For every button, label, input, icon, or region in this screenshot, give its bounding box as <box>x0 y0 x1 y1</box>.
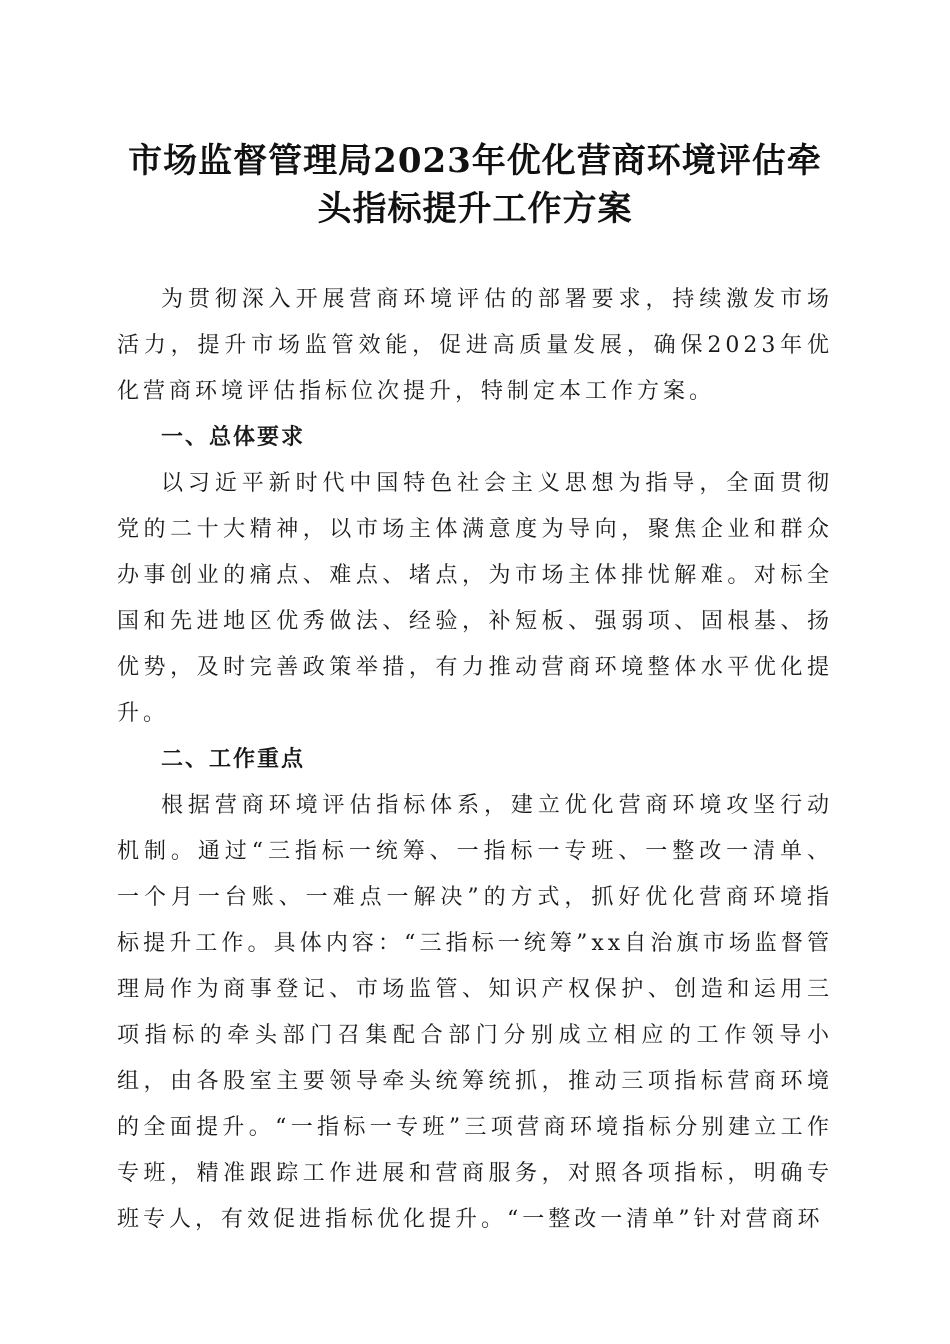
section-2-heading: 二、工作重点 <box>161 747 306 772</box>
section-1-paragraph: 以习近平新时代中国特色社会主义思想为指导，全面贯彻党的二十大精神，以市场主体满意度为导向，聚焦企业和群众办事创业的痛点、难点、堵点，为市场主体排忧解难。对标全国和先进地区优秀做法、经验，补短板、强弱项、固根基、扬优势，及时完善政策举措，有力推动营商环境整体水平优化提升。 <box>117 471 833 726</box>
section-2-paragraph: 根据营商环境评估指标体系，建立优化营商环境攻坚行动机制。通过“三指标一统筹、一指标一专班、一整改一清单、一个月一台账、一难点一解决”的方式，抓好优化营商环境指标提升工作。具体内容：“三指标一统筹”xx自治旗市场监督管理局作为商事登记、市场监管、知识产权保护、创造和运用三项指标的牵头部门召集配合部门分别成立相应的工作领导小组，由各股室主要领导牵头统筹统抓，推动三项指标营商环境的全面提升。“一指标一专班”三项营商环境指标分别建立工作专班，精准跟踪工作进展和营商服务，对照各项指标，明确专班专人，有效促进指标优化提升。“一整改一清单”针对营商环 <box>117 793 833 1232</box>
document-title <box>100 137 850 233</box>
title-line-1: 市场监督管理局2023年优化营商环境评估牵 <box>128 141 822 181</box>
section-1-heading: 一、总体要求 <box>161 425 306 450</box>
title-line-2: 头指标提升工作方案 <box>317 189 633 229</box>
document-body <box>117 277 833 1243</box>
intro-paragraph: 为贯彻深入开展营商环境评估的部署要求，持续激发市场活力，提升市场监管效能，促进高质量发展，确保2023年优化营商环境评估指标位次提升，特制定本工作方案。 <box>117 287 833 404</box>
